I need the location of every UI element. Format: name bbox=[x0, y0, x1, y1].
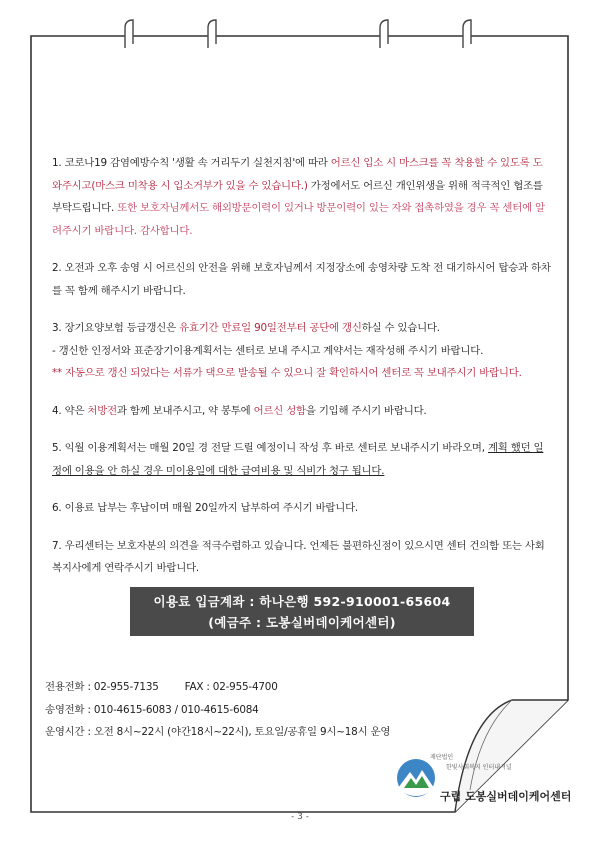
logo-center-name: 구립 도봉실버데이케어센터 bbox=[440, 790, 572, 803]
logo-org-text: 한빛사회복지 인터내셔널 bbox=[446, 764, 512, 771]
contact-info bbox=[45, 676, 390, 744]
notice-item-1: 1. 코로나19 감염예방수칙 '생활 속 거리두기 실천지침'에 따라 어르신 입소 시 마스크를 꼭 착용할 수 있도록 도와주시고(마스크 미착용 시 입소거부가 있을 수 있습니다.) 가정에서도 어르신 개인위생을 위해 적극적인 협조를 부탁드립니다. 또한 보호자님께서도 해외방문이력이 있거나 방문이력이 있는 자와 접촉하였을 경우 꼭 센터에 알려주시기 바랍니다. 감사합니다. bbox=[52, 157, 545, 237]
notice-item-4: 4. 약은 처방전과 함께 보내주시고, 약 봉투에 어르신 성함을 기입해 주시기 바랍니다. bbox=[52, 404, 427, 417]
bank-account-box bbox=[130, 587, 474, 636]
logo-foundation-text: 재단법인 bbox=[430, 754, 454, 761]
notice-item-3: 3. 장기요양보험 등급갱신은 유효기간 만료일 90일전부터 공단에 갱신하실 수 있습니다. - 갱신한 인정서와 표준장기이용계획서는 센터로 보내 주시고 계약서는 재작성해 주시기 바랍니다. ** 자동으로 갱신 되었다는 서류가 댁으로 발송될 수 있으니 잘 확인하시어 센터로 꼭 보내주시기 바랍니다. bbox=[52, 322, 522, 379]
notice-item-5: 5. 익월 이용계획서는 매월 20일 경 전달 드릴 예정이니 작성 후 바로 센터로 보내주시기 바라오며, 계획 했던 일정에 이용을 안 하실 경우 미이용일에 대한 급여비용 및 식비가 청구 됩니다. bbox=[52, 442, 544, 477]
account-holder-line: (예금주 : 도봉실버데이케어센터) bbox=[208, 614, 396, 630]
page-number: - 3 - bbox=[291, 812, 309, 822]
notice-item-2: 2. 오전과 오후 송영 시 어르신의 안전을 위해 보호자님께서 지정장소에 송영차량 도착 전 대기하시어 탑승과 하차를 꼭 함께 해주시기 바랍니다. bbox=[52, 262, 551, 297]
notice-item-6: 6. 이용료 납부는 후납이며 매월 20일까지 납부하여 주시기 바랍니다. bbox=[52, 502, 359, 514]
shuttle-phone-line: 송영전화 : 010-4615-6083 / 010-4615-6084 bbox=[45, 703, 259, 716]
center-logo bbox=[396, 752, 576, 810]
operating-hours-line: 운영시간 : 오전 8시~22시 (야간18시~22시), 토요일/공휴일 9시~18시 운영 bbox=[45, 726, 391, 738]
phone-fax-line: 전용전화 : 02-955-7135 FAX : 02-955-4700 bbox=[45, 681, 278, 693]
notice-item-7: 7. 우리센터는 보호자분의 의견을 적극수렴하고 있습니다. 언제든 불편하신점이 있으시면 센터 건의함 또는 사회복지사에게 연락주시기 바랍니다. bbox=[52, 539, 545, 574]
mountain-logo-icon bbox=[396, 758, 436, 798]
notice-body bbox=[52, 152, 552, 636]
bank-account-line: 이용료 입금계좌 : 하나은행 592-910001-65604 bbox=[153, 593, 451, 609]
